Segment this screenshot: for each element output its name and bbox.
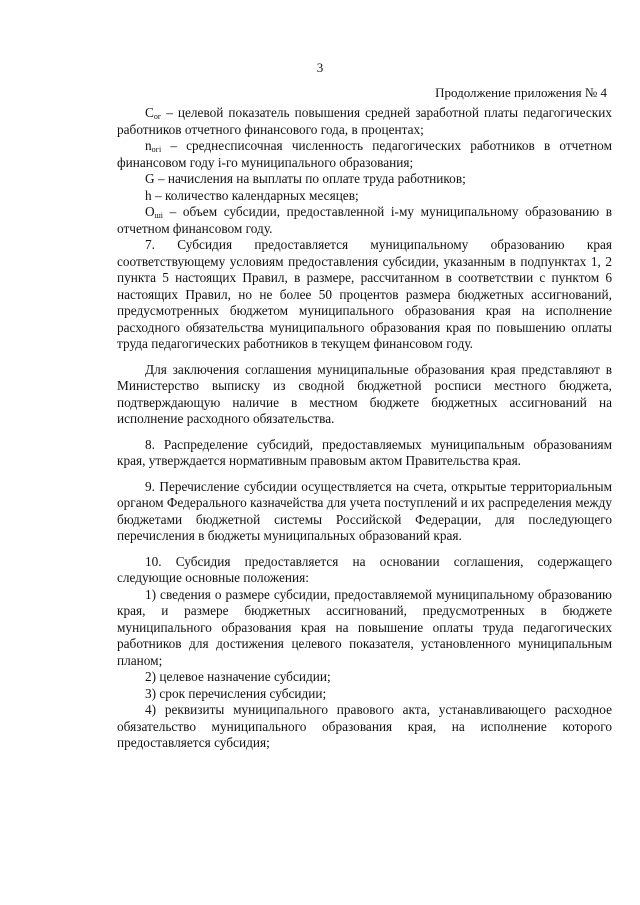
document-body xyxy=(117,105,612,752)
definition-h: h – количество календарных месяцев; xyxy=(145,187,359,203)
definition-c-og: $C_{ог}$ – целевой показатель повышения средней заработной платы педагогических работников отчетного финансового года, в процентах; xyxy=(117,105,612,137)
definition-g: G – начисления на выплаты по оплате труда работников; xyxy=(145,171,466,186)
paragraph-10-item-4: 4) реквизиты муниципального правового акта, устанавливающего расходное обязательство муниципального образования края, на исполнение которого предоставляется субсидия; xyxy=(117,702,612,750)
paragraph-10-item-2: 2) целевое назначение субсидии; xyxy=(145,669,331,684)
paragraph-10-item-1: 1) сведения о размере субсидии, предоставляемой муниципальному образованию края, и размере бюджетных ассигнований, предусмотренных в бюджете муниципального образования края на повышение оплаты труда педагогических работников для достижения целевого показателя, установленного муниципальным планом; xyxy=(117,586,612,668)
paragraph-7-agreement: Для заключения соглашения муниципальные образования края представляют в Министерство выписку из сводной бюджетной росписи местного бюджета, подтверждающую наличие в местном бюджете бюджетных ассигнований на исполнение расходного обязательства. xyxy=(117,361,612,426)
definition-n-ogi: $n_{огi}$ – среднесписочная численность педагогических работников в отчетном финансовом году i-го муниципального образования; xyxy=(117,138,612,170)
paragraph-10: 10. Субсидия предоставляется на основании соглашения, содержащего следующие основные положения: xyxy=(117,553,612,585)
definition-o-shi: $O_{шi}$ – объем субсидии, предоставленной i-му муниципальному образованию в отчетном финансовом году. xyxy=(117,204,612,236)
paragraph-9: 9. Перечисление субсидии осуществляется на счета, открытые территориальным органом Федерального казначейства для учета поступлений и их распределения между бюджетами бюджетной системы Российской Федерации, для последующего перечисления в бюджеты муниципальных образований края. xyxy=(117,478,612,543)
paragraph-7: 7. Субсидия предоставляется муниципальному образованию края соответствующему условиям предоставления субсидии, указанным в подпунктах 1, 2 пункта 5 настоящих Правил, в размере, рассчитанном в соответствии с пунктом 6 настоящих Правил, но не более 50 процентов размера бюджетных ассигнований, предусмотренных бюджетом муниципального образования края на исполнение расходного обязательства муниципального образования края по повышению оплаты труда педагогических работников в текущем финансовом году. xyxy=(117,237,612,351)
page-number: 3 xyxy=(316,60,324,75)
appendix-caption: Продолжение приложения № 4 xyxy=(435,85,607,100)
paragraph-8: 8. Распределение субсидий, предоставляемых муниципальным образованиям края, утверждается нормативным правовым актом Правительства края. xyxy=(117,436,612,468)
paragraph-10-item-3: 3) срок перечисления субсидии; xyxy=(145,685,327,701)
